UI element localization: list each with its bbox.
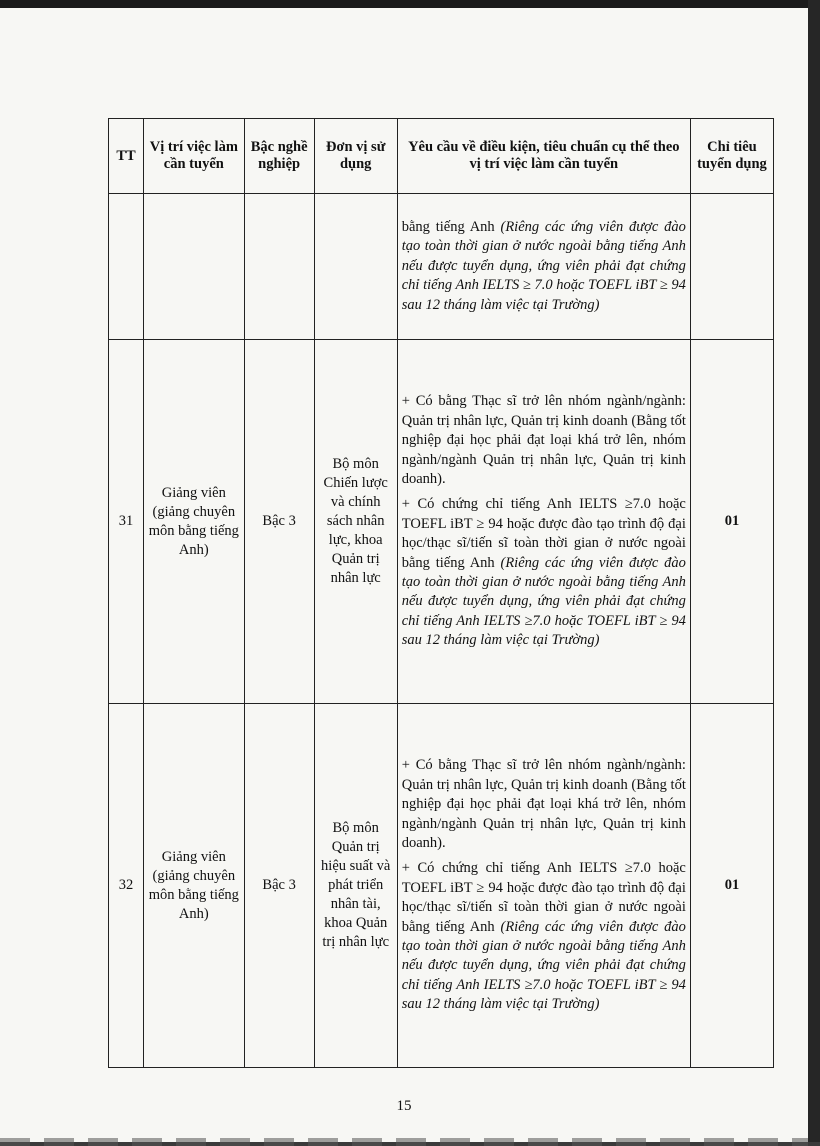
row-quota: 01 [690, 704, 773, 1068]
table-row [109, 340, 774, 704]
requirement-degree: + Có bằng Thạc sĩ trở lên nhóm ngành/ngành: Quản trị nhân lực, Quản trị kinh doanh (Bằng tốt nghiệp đại học phải đạt loại khá trở lên, nhóm ngành/ngành Quản trị nhân lực, Quản trị kinh doanh). [401, 393, 686, 487]
page-number: 15 [396, 1098, 412, 1114]
table-header-row [109, 119, 774, 194]
header-requirements: Yêu cầu về điều kiện, tiêu chuẩn cụ thể theo vị trí việc làm cần tuyển [397, 119, 690, 194]
requirement-english: + Có chứng chỉ tiếng Anh IELTS ≥7.0 hoặc TOEFL iBT ≥ 94 hoặc được đào tạo trình độ đại học/thạc sĩ/tiến sĩ toàn thời gian ở nước ngoài bằng tiếng Anh [401, 860, 686, 935]
requirements-cell [397, 704, 690, 1068]
continuation-note: (Riêng các ứng viên được đào tạo toàn thời gian ở nước ngoài bằng tiếng Anh nếu được tuyển dụng, ứng viên phải đạt chứng chỉ tiếng Anh IELTS ≥ 7.0 hoặc TOEFL iBT ≥ 94 sau 12 tháng làm việc tại Trường) [401, 218, 686, 313]
continuation-text: bằng tiếng Anh [401, 218, 501, 235]
recruitment-table [108, 118, 774, 1068]
row-tt: 31 [109, 340, 144, 704]
requirements-cell [397, 340, 690, 704]
requirements-cell [397, 194, 690, 340]
row-quota: 01 [690, 340, 773, 704]
scan-bottom-artifact [0, 1138, 808, 1146]
table-row [109, 704, 774, 1068]
row-unit: Bộ môn Chiến lược và chính sách nhân lực, khoa Quản trị nhân lực [314, 340, 397, 704]
row-tt: 32 [109, 704, 144, 1068]
scan-top-border [0, 0, 820, 8]
header-quota: Chỉ tiêu tuyển dụng [690, 119, 773, 194]
requirement-degree: + Có bằng Thạc sĩ trở lên nhóm ngành/ngành: Quản trị nhân lực, Quản trị kinh doanh (Bằng tốt nghiệp đại học phải đạt loại khá trở lên, nhóm ngành/ngành Quản trị nhân lực, Quản trị kinh doanh). [401, 757, 686, 851]
row-position: Giảng viên (giảng chuyên môn bằng tiếng Anh) [144, 704, 245, 1068]
row-unit: Bộ môn Quản trị hiệu suất và phát triển nhân tài, khoa Quản trị nhân lực [314, 704, 397, 1068]
row-grade: Bậc 3 [244, 704, 314, 1068]
requirement-english: + Có chứng chỉ tiếng Anh IELTS ≥7.0 hoặc TOEFL iBT ≥ 94 hoặc được đào tạo trình độ đại học/thạc sĩ/tiến sĩ toàn thời gian ở nước ngoài bằng tiếng Anh [401, 496, 686, 571]
header-grade: Bậc nghề nghiệp [244, 119, 314, 194]
document-page [0, 8, 808, 1142]
table-row-continuation [109, 194, 774, 340]
header-position: Vị trí việc làm cần tuyển [144, 119, 245, 194]
requirement-english-note: (Riêng các ứng viên được đào tạo toàn thời gian ở nước ngoài bằng tiếng Anh nếu được tuyển dụng, ứng viên phải đạt chứng chỉ tiếng Anh IELTS ≥7.0 hoặc TOEFL iBT ≥ 94 sau 12 tháng làm việc tại Trường) [401, 918, 686, 1013]
header-tt: TT [109, 119, 144, 194]
row-position: Giảng viên (giảng chuyên môn bằng tiếng Anh) [144, 340, 245, 704]
scan-right-border [808, 0, 820, 1142]
requirement-english-note: (Riêng các ứng viên được đào tạo toàn thời gian ở nước ngoài bằng tiếng Anh nếu được tuyển dụng, ứng viên phải đạt chứng chỉ tiếng Anh IELTS ≥7.0 hoặc TOEFL iBT ≥ 94 sau 12 tháng làm việc tại Trường) [401, 554, 686, 649]
row-grade: Bậc 3 [244, 340, 314, 704]
header-unit: Đơn vị sử dụng [314, 119, 397, 194]
